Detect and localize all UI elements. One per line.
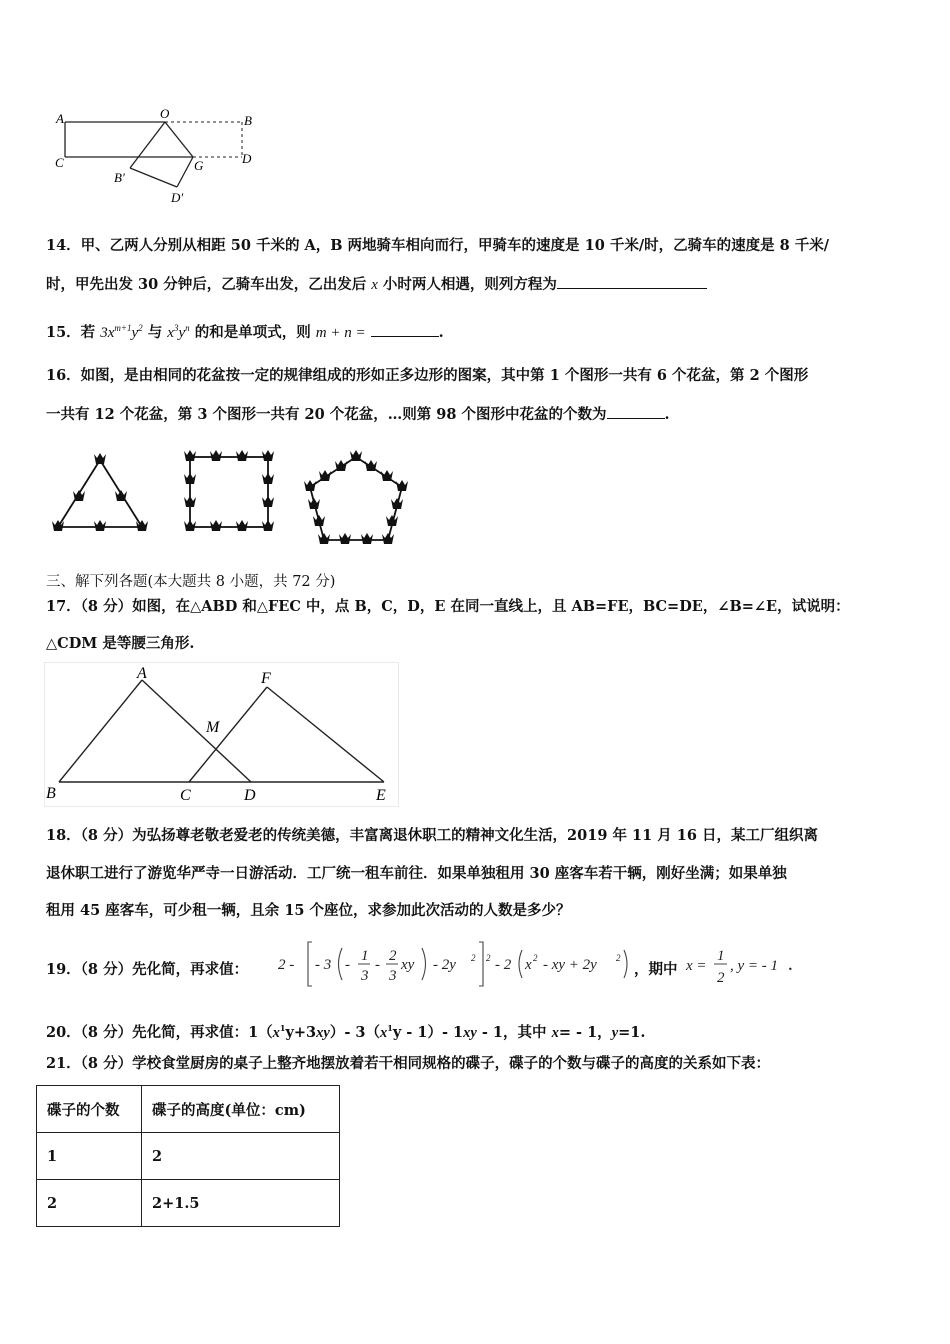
svg-text:2: 2 — [486, 953, 491, 963]
svg-text:- 2y: - 2y — [433, 957, 456, 973]
section-3-title: 三、解下列各题(本大题共 8 小题，共 72 分) — [46, 574, 336, 590]
label-c: C — [180, 787, 191, 804]
table-header-cell: 碟子的个数 — [37, 1086, 142, 1133]
label-f: F — [261, 670, 271, 687]
label-c: C — [55, 155, 64, 170]
q20-line: 20．（8 分）先化简，再求值：$1(x^1y+3xy)-$ $3(x^1y - 1)-$ 1xy - 1，其中 x= - 1，y=1. — [46, 1023, 646, 1041]
label-a: A — [56, 111, 64, 126]
q14-answer-blank[interactable] — [557, 274, 707, 289]
q16-answer-blank[interactable] — [607, 404, 665, 419]
segment-ad — [142, 680, 251, 782]
q19-condition-label: ，期中 — [634, 961, 678, 978]
label-d-prime: D′ — [171, 190, 184, 205]
table-row — [37, 1180, 340, 1227]
svg-text:1: 1 — [717, 948, 725, 964]
label-g: G — [194, 158, 204, 173]
table-header-cell: 碟子的高度(单位：cm) — [142, 1086, 340, 1133]
svg-text:2: 2 — [471, 953, 476, 963]
segment-ab — [59, 680, 142, 782]
q14-line2: 时，甲先出发 30 分钟后，乙骑车出发，乙出发后 x 小时两人相遇，则列方程为 — [46, 274, 707, 295]
svg-text:, y = - 1: , y = - 1 — [730, 958, 779, 974]
q18-line2: 退休职工进行了游览华严寺一日游活动．工厂统一租车前往．如果单独租用 30 座客车若干辆，刚好坐满；如果单独 — [46, 865, 787, 882]
q19-condition — [684, 940, 804, 992]
q14-line1: 14．甲、乙两人分别从相距 50 千米的 A，B 两地骑车相向而行，甲骑车的速度是 10 千米/时，乙骑车的速度是 8 千米/ — [46, 237, 830, 254]
q18-line1: 18．（8 分）为弘扬尊老敬老爱老的传统美德，丰富离退休职工的精神文化生活，2019 年 11 月 16 日，某工厂组织离 — [46, 827, 819, 844]
flowerpot-icon — [94, 453, 106, 464]
q16-line2: 一共有 12 个花盆，第 3 个图形一共有 20 个花盆，…则第 98 个图形中花盆的个数为 . — [46, 406, 670, 423]
pattern-pentagon — [304, 450, 408, 544]
flowerpot-patterns — [40, 445, 420, 550]
q19-prefix: 19．（8 分）先化简，再求值： — [46, 961, 249, 978]
table-cell: 1 — [37, 1133, 142, 1180]
svg-text:2: 2 — [533, 953, 538, 963]
svg-text:-: - — [345, 957, 350, 973]
label-a: A — [137, 665, 147, 682]
triangles-figure — [44, 662, 399, 807]
flowerpot-icon — [73, 490, 85, 501]
q17-line2: △CDM 是等腰三角形. — [46, 635, 195, 652]
svg-text:x: x — [525, 957, 532, 973]
svg-text:1: 1 — [361, 948, 369, 964]
segment-ob1 — [130, 122, 165, 168]
label-b-prime: B′ — [114, 170, 125, 185]
label-m: M — [206, 719, 220, 736]
svg-text:xy: xy — [401, 957, 415, 973]
plates-table — [36, 1085, 340, 1227]
label-d: D — [242, 151, 252, 166]
svg-text:-: - — [375, 957, 380, 973]
table-cell: 2 — [142, 1133, 340, 1180]
flowerpot-icon — [115, 490, 127, 501]
svg-text:- xy + 2y: - xy + 2y — [543, 957, 597, 973]
label-d: D — [244, 787, 256, 804]
q15-line: 15．若 $3x^{m+1}y^2$ 与 $x^3y^n$ 的和是单项式，则 m + n = . — [46, 323, 444, 341]
table-row — [37, 1133, 340, 1180]
segment-d1g — [177, 157, 193, 187]
svg-text:- 2: - 2 — [495, 957, 512, 973]
svg-text:2: 2 — [717, 970, 725, 986]
svg-text:3: 3 — [361, 968, 369, 984]
svg-text:2: 2 — [616, 953, 621, 963]
q15-answer-blank[interactable] — [371, 322, 439, 337]
q18-line3: 租用 45 座客车，可少租一辆，且余 15 个座位，求参加此次活动的人数是多少？ — [46, 902, 571, 919]
q15-term1: $3x^{m+1}y^2$ — [100, 323, 143, 341]
q16-line1: 16．如图，是由相同的花盆按一定的规律组成的形如正多边形的图案，其中第 1 个图形一共有 6 个花盆，第 2 个图形 — [46, 367, 809, 384]
svg-text:3: 3 — [389, 968, 397, 984]
label-b: B — [46, 785, 56, 802]
svg-text:x =: x = — [686, 958, 707, 974]
label-b: B — [244, 113, 252, 128]
svg-text:2 -: 2 - — [278, 957, 295, 973]
table-cell: 2 — [37, 1180, 142, 1227]
q17-line1: 17．（8 分）如图，在△ABD 和△FEC 中，点 B，C，D，E 在同一直线上，且 AB=FE，BC=DE，∠B=∠E，试说明： — [46, 598, 850, 615]
segment-og — [165, 122, 193, 157]
fold-rectangle-figure — [50, 105, 265, 205]
svg-text:- 3: - 3 — [315, 957, 332, 973]
table-header-row — [37, 1086, 340, 1133]
flowerpot-icon — [94, 520, 106, 531]
q21-line1: 21．（8 分）学校食堂厨房的桌子上整齐地摆放着若干相同规格的碟子，碟子的个数与碟子的高度的关系如下表： — [46, 1055, 771, 1072]
pattern-triangle — [52, 453, 148, 531]
segment-b1d1 — [130, 168, 177, 187]
table-cell: 2+1.5 — [142, 1180, 340, 1227]
label-o: O — [160, 106, 170, 121]
pattern-square — [184, 450, 274, 531]
label-e: E — [376, 787, 386, 804]
svg-text:2: 2 — [389, 948, 397, 964]
svg-text:.: . — [789, 958, 793, 974]
segment-fe — [267, 687, 384, 782]
q15-term2: $x^3y^n$ — [167, 323, 190, 341]
